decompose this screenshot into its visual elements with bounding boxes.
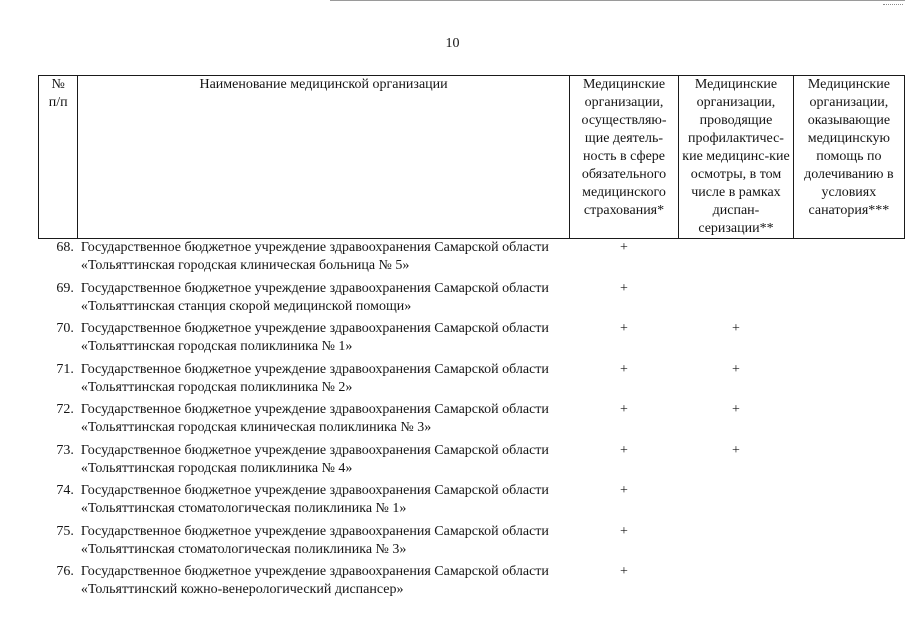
row-number: 69. [56,280,74,296]
row-organization-name: Государственное бюджетное учреждение здравоохранения Самарской области «Тольяттинская городская поликлиника № 4» [80,442,549,476]
row-organization-name: Государственное бюджетное учреждение здравоохранения Самарской области «Тольяттинская станция скорой медицинской помощи» [80,280,549,314]
row-oms-mark: + [620,483,628,498]
row-sanatorium-mark [793,482,904,523]
header-row [39,76,905,239]
row-sanatorium-mark [793,442,904,483]
row-sanatorium-mark [793,280,904,321]
row-preventive-mark [679,280,794,321]
row-oms-mark: + [620,564,628,579]
row-organization-name: Государственное бюджетное учреждение здравоохранения Самарской области «Тольяттинская городская клиническая поликлиника № 3» [80,402,549,435]
header-preventive-exams [679,76,794,239]
row-oms-mark: + [620,361,628,377]
header-preventive-exams-label: Медицинские организации, проводящие профилактичес-кие медицинс-кие осмотры, в том числе в рамках диспан-серизации** [682,77,790,236]
table-header [39,76,905,239]
row-organization-name: Государственное бюджетное учреждение здравоохранения Самарской области «Тольяттинская городская поликлиника № 1» [80,321,549,354]
table-row [39,320,905,361]
row-preventive-mark [679,239,794,280]
row-preventive-mark [679,563,794,604]
row-preventive-mark: + [732,442,740,458]
row-sanatorium-mark [793,563,904,604]
row-sanatorium-mark [793,401,904,442]
table-row [39,442,905,483]
table-body [39,239,905,604]
row-organization-name: Государственное бюджетное учреждение здравоохранения Самарской области «Тольяттинская городская клиническая больница № 5» [80,240,549,273]
scan-corner-mark [883,0,903,5]
header-number [39,76,78,239]
row-preventive-mark: + [732,402,740,417]
table-row [39,523,905,564]
row-sanatorium-mark [793,523,904,564]
table-row [39,401,905,442]
row-number: 70. [56,321,74,336]
table-row [39,482,905,523]
row-number: 74. [56,483,74,498]
header-sanatorium-care-label: Медицинские организации, оказывающие медицинскую помощь по долечиванию в условиях санатория*** [804,77,894,218]
table-row [39,239,905,280]
table-row [39,361,905,402]
page-number: 10 [445,36,460,51]
row-preventive-mark [679,482,794,523]
row-oms-mark: + [620,240,628,255]
row-oms-mark: + [620,442,628,458]
header-organization-name-label: Наименование медицинской организации [199,77,448,92]
row-preventive-mark: + [732,321,740,336]
header-oms-organizations [569,76,678,239]
row-preventive-mark: + [732,361,740,377]
table-row [39,563,905,604]
row-oms-mark: + [620,402,628,417]
row-sanatorium-mark [793,239,904,280]
row-oms-mark: + [620,523,628,539]
row-organization-name: Государственное бюджетное учреждение здравоохранения Самарской области «Тольяттинская городская поликлиника № 2» [80,361,549,395]
row-sanatorium-mark [793,320,904,361]
row-oms-mark: + [620,280,628,296]
row-number: 68. [56,240,74,255]
organizations-table [38,75,905,604]
row-organization-name: Государственное бюджетное учреждение здравоохранения Самарской области «Тольяттинская стоматологическая поликлиника № 3» [80,523,549,557]
header-organization-name [78,76,569,239]
scan-edge-line [330,0,905,1]
row-number: 73. [56,442,74,458]
row-number: 76. [56,564,74,579]
row-number: 72. [56,402,74,417]
row-preventive-mark [679,523,794,564]
table-row [39,280,905,321]
header-sanatorium-care [793,76,904,239]
row-organization-name: Государственное бюджетное учреждение здравоохранения Самарской области «Тольяттинский кожно-венерологический диспансер» [80,564,549,597]
row-sanatorium-mark [793,361,904,402]
header-number-label: № п/п [48,77,68,110]
row-organization-name: Государственное бюджетное учреждение здравоохранения Самарской области «Тольяттинская стоматологическая поликлиника № 1» [80,483,549,516]
row-oms-mark: + [620,321,628,336]
row-number: 75. [56,523,74,539]
header-oms-organizations-label: Медицинские организации, осуществляю-щие деятель-ность в сфере обязательного медицинского страхования* [581,77,667,218]
row-number: 71. [56,361,74,377]
